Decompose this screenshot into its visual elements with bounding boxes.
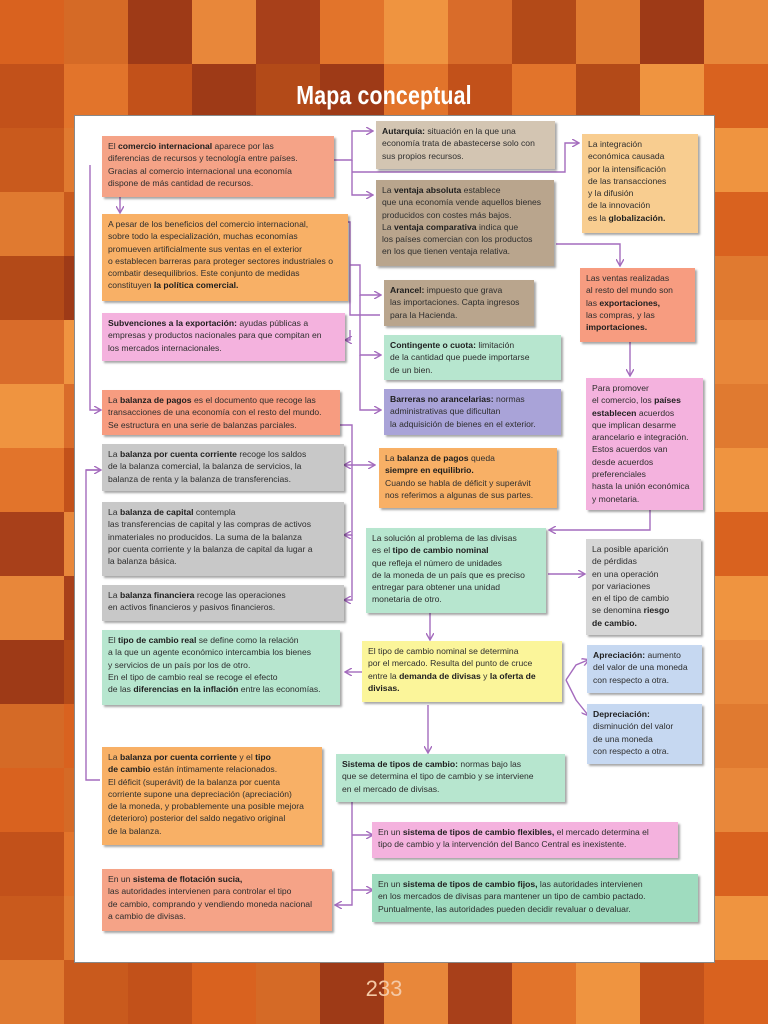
concept-box-contingente <box>384 335 561 380</box>
key-term: tipo <box>255 752 271 762</box>
mosaic-tile <box>128 0 192 64</box>
box-text: Gracias al comercio internacional una economía <box>108 165 292 176</box>
key-term: Autarquía: <box>382 126 425 136</box>
key-term: sistema de tipos de cambio fijos, <box>402 879 538 889</box>
concept-box-tipo-cambio-real <box>102 630 340 705</box>
box-text: a cambio de divisas. <box>108 910 186 921</box>
box-text: es el <box>372 545 393 556</box>
box-text: y monetaria. <box>592 493 640 504</box>
box-text: Estos acuerdos van <box>592 444 668 455</box>
concept-box-balanza-de-pagos <box>102 390 340 435</box>
box-text: o establecen barreras para proteger sectores industriales o <box>108 255 333 266</box>
concept-box-riesgo-cambio <box>586 539 701 635</box>
box-text: Puntualmente, las autoridades pueden decidir revaluar o devaluar. <box>378 903 631 914</box>
box-text: que implican desarme <box>592 419 677 430</box>
mosaic-tile <box>192 0 256 64</box>
key-term: de cambio. <box>592 617 637 628</box>
mosaic-tile <box>0 896 64 960</box>
box-text: entre las economías. <box>238 684 321 695</box>
box-text: que una economía vende aquellos bienes <box>382 197 542 208</box>
key-term: Arancel: <box>390 285 425 295</box>
mosaic-tile <box>0 832 64 896</box>
box-text: combatir desequilibrios. Este conjunto de medidas <box>108 268 300 279</box>
concept-box-tipos-fijos <box>372 874 698 922</box>
box-text: queda <box>468 453 495 463</box>
box-text: limitación <box>475 340 515 350</box>
box-text: transacciones de una economía con el resto del mundo. <box>108 407 322 418</box>
box-text: desde acuerdos <box>592 456 654 467</box>
box-text: establece <box>461 185 501 195</box>
box-text: balanza de renta y la balanza de transferencias. <box>108 473 291 484</box>
box-text: entre la <box>368 670 400 681</box>
concept-box-exportaciones <box>580 268 695 342</box>
box-text: economía trata de abastecerse solo con <box>382 138 535 149</box>
mosaic-tile <box>512 0 576 64</box>
box-text: producidos con costes más bajos. <box>382 209 512 220</box>
box-text: y la difusión <box>588 188 634 199</box>
box-text: impuesto que grava <box>424 285 503 295</box>
box-text: de un bien. <box>390 364 433 375</box>
box-text: recoge las operaciones <box>194 590 286 600</box>
box-text: empresas y productos nacionales para que compitan en <box>108 330 322 341</box>
box-text: El <box>108 141 119 151</box>
box-text: La <box>108 449 120 459</box>
mosaic-tile <box>0 192 64 256</box>
box-text: Para promover <box>592 383 649 393</box>
key-term: balanza de capital <box>119 507 194 517</box>
box-text: las transferencias de capital y las compras de activos <box>108 519 312 530</box>
concept-box-tipos-flexibles <box>372 822 678 858</box>
key-term: tipo de cambio nominal <box>392 545 489 556</box>
box-text: En el tipo de cambio real se recoge el efecto <box>108 671 278 682</box>
box-text: Se estructura en una serie de balanzas parciales. <box>108 419 297 430</box>
box-text: sobre todo la especialización, muchas economías <box>108 231 298 242</box>
concept-box-apreciacion <box>587 645 702 693</box>
key-term: divisas. <box>368 682 400 693</box>
concept-box-ventajas <box>376 180 554 266</box>
concept-box-barreras-no-arancelarias <box>384 389 561 435</box>
key-term: la oferta de <box>489 670 536 681</box>
box-text: en el mercado de divisas. <box>342 783 440 794</box>
concept-box-flotacion-sucia <box>102 869 332 931</box>
box-text: de una moneda <box>593 733 653 744</box>
box-text: de la cantidad que puede importarse <box>390 352 530 363</box>
box-text: las <box>586 297 600 308</box>
box-text: En un <box>378 827 403 837</box>
key-term: países <box>654 395 681 406</box>
box-text: entregar para obtener una unidad <box>372 582 501 593</box>
mosaic-tile <box>0 0 64 64</box>
box-text: disminución del valor <box>593 721 674 732</box>
box-text: las compras, y las <box>586 309 655 320</box>
box-text: inmateriales no producidos. La suma de la balanza <box>108 531 302 542</box>
mosaic-tile <box>384 0 448 64</box>
mosaic-tile <box>0 64 64 128</box>
box-text: de la moneda, y probablemente una posible mejora <box>108 801 304 812</box>
box-text: A pesar de los beneficios del comercio internacional, <box>108 219 309 229</box>
concept-box-autarquia <box>376 121 555 169</box>
box-text: arancelario e integración. <box>592 432 689 443</box>
box-text: por cuenta corriente y la balanza de capital da lugar a <box>108 543 313 554</box>
box-text: en el tipo de cambio <box>592 593 669 604</box>
mosaic-tile <box>0 448 64 512</box>
mosaic-tile <box>704 0 768 64</box>
box-text: es la <box>588 212 609 223</box>
box-text: es el documento que recoge las <box>191 395 316 405</box>
box-text: el mercado determina el <box>554 827 649 837</box>
box-text: La <box>382 221 394 232</box>
box-text: La posible aparición <box>592 544 669 554</box>
key-term: riesgo <box>643 605 670 616</box>
box-text: contempla <box>193 507 236 517</box>
key-term: Sistema de tipos de cambio: <box>342 759 459 769</box>
page-number: 233 <box>365 976 403 1001</box>
key-term: exportaciones, <box>599 297 661 308</box>
key-term: de cambio <box>108 764 151 775</box>
key-term: la política comercial. <box>153 280 239 291</box>
box-text: por variaciones <box>592 580 651 591</box>
box-text: sus propios recursos. <box>382 150 464 161</box>
box-text: de la innovación <box>588 200 651 211</box>
key-term: Barreras no arancelarias: <box>390 394 494 404</box>
box-text: En un <box>378 879 403 889</box>
concept-box-equilibrio <box>379 448 557 508</box>
key-term: ventaja comparativa <box>393 221 477 232</box>
mosaic-tile <box>448 0 512 64</box>
key-term: balanza de pagos <box>119 395 192 405</box>
box-text: (deterioro) posterior del saldo negativo original <box>108 813 286 824</box>
box-text: recoge los saldos <box>236 449 307 459</box>
key-term: balanza financiera <box>119 590 195 600</box>
key-term: demanda de divisas <box>399 670 481 681</box>
box-text: los mercados internacionales. <box>108 342 222 353</box>
box-text: con respecto a otra. <box>593 745 669 756</box>
box-text: la balanza básica. <box>108 556 177 567</box>
key-term: tipo de cambio real <box>118 635 197 645</box>
box-text: La solución al problema de las divisas <box>372 533 517 543</box>
box-text: aumento <box>645 650 681 660</box>
box-text: las importaciones. Capta ingresos <box>390 297 520 308</box>
box-text: normas bajo las <box>458 759 522 769</box>
box-text: de pérdidas <box>592 556 637 567</box>
box-text: económica causada <box>588 151 665 162</box>
mosaic-tile <box>576 0 640 64</box>
box-text: indica que <box>476 221 519 232</box>
box-text: monetaria de otro. <box>372 594 442 605</box>
box-text: de cambio, comprando y vendiendo moneda nacional <box>108 898 312 909</box>
box-text: en una operación <box>592 568 659 579</box>
box-text: en los mercados de divisas para mantener un tipo de cambio pactado. <box>378 891 646 902</box>
box-text: aparece por las <box>212 141 274 151</box>
box-text: El déficit (superávit) de la balanza por cuenta <box>108 776 280 787</box>
box-text: constituyen <box>108 280 154 291</box>
box-text: de las <box>108 684 134 695</box>
box-text: dispone de más cantidad de recursos. <box>108 177 254 188</box>
box-text: por la intensificación <box>588 163 666 174</box>
concept-box-tipo-cambio-nominal <box>366 528 546 613</box>
key-term: Apreciación: <box>593 650 646 660</box>
box-text: se define como la relación <box>196 635 299 645</box>
key-term: ventaja absoluta <box>393 185 462 195</box>
mosaic-tile <box>0 320 64 384</box>
key-term: Depreciación: <box>593 709 650 719</box>
box-text: administrativas que dificultan <box>390 406 501 417</box>
box-text: la adquisición de bienes en el exterior. <box>390 418 536 429</box>
box-text: El tipo de cambio nominal se determina <box>368 646 519 656</box>
box-text: La <box>108 590 120 600</box>
box-text: de las transacciones <box>588 175 667 186</box>
mosaic-tile <box>0 512 64 576</box>
key-term: balanza de pagos <box>396 453 469 463</box>
box-text: por el mercado. Resulta del punto de cruce <box>368 658 533 669</box>
mosaic-tile <box>0 704 64 768</box>
box-text: del valor de una moneda <box>593 662 688 673</box>
box-text: diferencias de recursos y tecnología entre países. <box>108 153 298 164</box>
mosaic-tile <box>0 640 64 704</box>
box-text: El <box>108 635 119 645</box>
key-term: siempre en equilibrio. <box>385 465 474 476</box>
box-text: La <box>108 752 120 762</box>
box-text: La <box>108 395 120 405</box>
box-text: en activos financieros y pasivos financieros. <box>108 602 276 613</box>
mosaic-tile <box>0 256 64 320</box>
box-text: En un <box>108 874 133 884</box>
box-text: normas <box>493 394 525 404</box>
concept-box-cuenta-corriente-tipo-cambio <box>102 747 322 845</box>
page-title: Mapa conceptual <box>296 80 472 110</box>
key-term: Contingente o cuota: <box>390 340 476 350</box>
box-text: La <box>382 185 394 195</box>
mosaic-tile <box>256 0 320 64</box>
concept-box-cuenta-corriente <box>102 444 344 491</box>
concept-box-depreciacion <box>587 704 702 764</box>
box-text: promueven artificialmente sus ventas en el exterior <box>108 243 302 254</box>
box-text: que refleja el número de unidades <box>372 557 502 568</box>
box-text: para la Hacienda. <box>390 309 458 320</box>
concept-box-balanza-financiera <box>102 585 344 621</box>
mosaic-tile <box>64 0 128 64</box>
key-term: balanza por cuenta corriente <box>119 752 237 762</box>
key-term: balanza por cuenta corriente <box>119 449 237 459</box>
concept-box-politica-comercial <box>102 214 348 301</box>
box-text: La <box>385 453 397 463</box>
box-text: hasta la unión económica <box>592 481 690 492</box>
concept-box-arancel <box>384 280 534 326</box>
box-text: y el <box>236 752 256 762</box>
box-text: tipo de cambio y la intervención del Banco Central es inexistente. <box>378 839 627 850</box>
mosaic-tile <box>640 0 704 64</box>
box-text: corriente supone una depreciación (apreciación) <box>108 788 292 799</box>
key-term: comercio internacional <box>118 141 213 151</box>
box-text: de la balanza comercial, la balanza de servicios, la <box>108 461 302 472</box>
concept-box-oferta-demanda-divisas <box>362 641 562 702</box>
box-text: Cuando se habla de déficit y superávit <box>385 477 531 488</box>
key-term: establecen <box>592 407 637 418</box>
box-text: y <box>480 670 490 681</box>
mosaic-tile <box>0 128 64 192</box>
box-text: las autoridades intervienen para controlar el tipo <box>108 886 292 897</box>
mosaic-tile <box>320 0 384 64</box>
concept-box-sistema-tipos-cambio <box>336 754 565 802</box>
box-text: Las ventas realizadas <box>586 273 670 283</box>
mosaic-tile <box>0 576 64 640</box>
concept-box-balanza-capital <box>102 502 344 576</box>
box-text: de la moneda de un país que es preciso <box>372 569 525 580</box>
box-text: acuerdos <box>636 407 675 418</box>
box-text: las autoridades intervienen <box>537 879 643 889</box>
box-text: se denomina <box>592 605 644 616</box>
box-text: preferenciales <box>592 469 646 480</box>
box-text: que se determina el tipo de cambio y se interviene <box>342 771 534 782</box>
box-text: el comercio, los <box>592 395 655 406</box>
mosaic-tile <box>0 384 64 448</box>
box-text: con respecto a otra. <box>593 674 669 685</box>
box-text: situación en la que una <box>424 126 516 136</box>
box-text: de la balanza. <box>108 825 162 836</box>
concept-box-comercio-internacional <box>102 136 334 197</box>
key-term: Subvenciones a la exportación: <box>108 318 237 328</box>
box-text: en los que tienen ventaja relativa. <box>382 246 511 257</box>
key-term: diferencias en la inflación <box>133 684 239 695</box>
key-term: sistema de tipos de cambio flexibles, <box>402 827 555 837</box>
box-text: La <box>108 507 120 517</box>
box-text: y servicios de un país por los de otro. <box>108 659 251 670</box>
concept-box-acuerdos <box>586 378 703 510</box>
box-text: están íntimamente relacionados. <box>150 764 278 775</box>
box-text: La integración <box>588 139 642 149</box>
box-text: los países comercian con los productos <box>382 234 533 245</box>
box-text: al resto del mundo son <box>586 285 673 296</box>
concept-box-globalizacion <box>582 134 698 233</box>
key-term: importaciones. <box>586 322 648 333</box>
key-term: globalización. <box>608 212 666 223</box>
concept-box-subvenciones <box>102 313 345 361</box>
mosaic-tile <box>0 768 64 832</box>
box-text: nos referimos a algunas de sus partes. <box>385 489 534 500</box>
box-text: a la que un agente económico intercambia los bienes <box>108 647 312 658</box>
key-term: sistema de flotación sucia, <box>132 874 243 884</box>
box-text: ayudas públicas a <box>236 318 309 328</box>
